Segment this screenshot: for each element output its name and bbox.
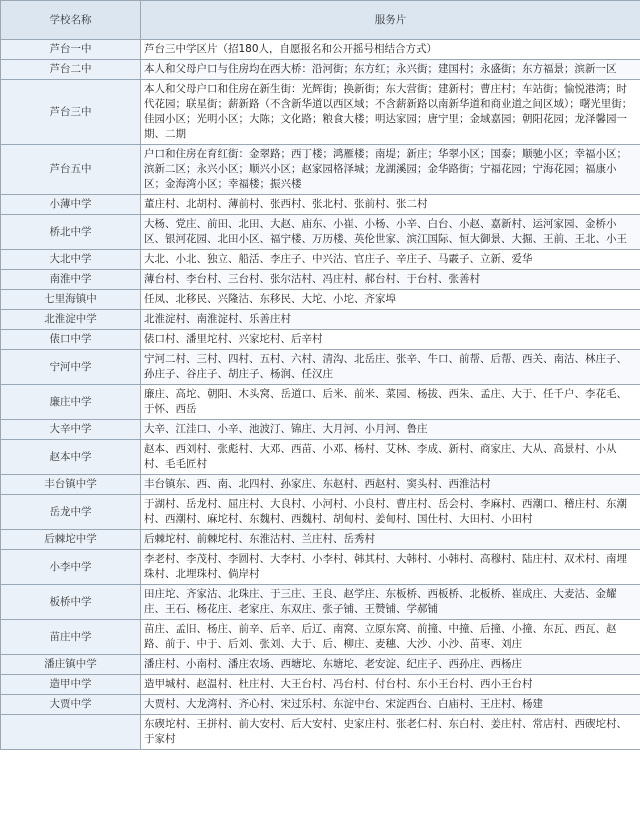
service-area-cell: 大贾村、大龙湾村、齐心村、宋过乐村、东淀中台、宋淀西台、白庙村、王庄村、杨建 xyxy=(141,695,640,715)
school-name-cell: 大辛中学 xyxy=(1,420,141,440)
service-area-cell: 董庄村、北胡村、薄前村、张西村、张北村、张前村、张二村 xyxy=(141,195,640,215)
service-area-cell: 潘庄村、小南村、潘庄农场、西塘坨、东塘坨、老安淀、纪庄子、西孙庄、西杨庄 xyxy=(141,655,640,675)
school-name-cell: 板桥中学 xyxy=(1,585,141,620)
service-area-cell: 苗庄、孟旧、杨庄、前辛、后辛、后辽、南窝、立原东窝、前撞、中撞、后撞、小撞、东瓦、西瓦、赵路、前于、中于、后刘、张刘、大于、后、柳庄、麦穗、大沙、小沙、苗枣、刘庄 xyxy=(141,620,640,655)
service-area-cell: 北淮淀村、南淮淀村、乐善庄村 xyxy=(141,310,640,330)
school-name-cell: 大北中学 xyxy=(1,250,141,270)
table-row xyxy=(1,550,640,585)
service-area-cell: 任凤、北移民、兴隆沽、东移民、大坨、小坨、齐家埠 xyxy=(141,290,640,310)
service-area-cell: 于湖村、岳龙村、屈庄村、大良村、小河村、小良村、曹庄村、岳会村、李麻村、西潮口、稽庄村、东潮村、西潮村、麻坨村、东魏村、西魏村、胡甸村、姜甸村、国仕村、大田村、小田村 xyxy=(141,495,640,530)
table-row xyxy=(1,310,640,330)
school-name-cell: 芦台一中 xyxy=(1,40,141,60)
table-row xyxy=(1,60,640,80)
service-area-cell: 廉庄、高坨、朝阳、木头窝、岳道口、后米、前米、菜园、杨拔、西朱、孟庄、大于、任千户、李花毛、于怀、西岳 xyxy=(141,385,640,420)
school-name-cell: 南淮中学 xyxy=(1,270,141,290)
service-area-cell: 东碶坨村、王拼村、前大安村、后大安村、史家庄村、张老仁村、东白村、姜庄村、常店村、西碶坨村、于家村 xyxy=(141,715,640,750)
service-area-cell: 本人和父母户口和住房在新生街：光辉街；换新街；东大营街；建新村；曹庄村；车站街；愉悦港湾；时代花园；联星街；薪新路（不含新华道以西区域；不含薪新路以南新华道和商业道之间区域）；曙光里街；佳园小区；光明小区；大陈；文化路；粮食大楼；明达家园；唐宁里；金域嘉园；朝阳花园；龙泽馨园一期、二期 xyxy=(141,80,640,145)
school-name-cell: 大贾中学 xyxy=(1,695,141,715)
table-row xyxy=(1,585,640,620)
header-service-area: 服务片 xyxy=(141,1,640,40)
service-area-cell: 李老村、李茂村、李圆村、大李村、小李村、韩其村、大韩村、小韩村、高穆村、陆庄村、双术村、南埋珠村、北埋珠村、倘岸村 xyxy=(141,550,640,585)
school-name-cell: 廉庄中学 xyxy=(1,385,141,420)
school-name-cell: 宁河中学 xyxy=(1,350,141,385)
table-row xyxy=(1,440,640,475)
service-area-cell: 丰台镇东、西、南、北四村、孙家庄、东赵村、西赵村、窦头村、西淮沽村 xyxy=(141,475,640,495)
service-area-cell: 俵口村、潘里坨村、兴家坨村、后辛村 xyxy=(141,330,640,350)
table-row xyxy=(1,290,640,310)
table-row xyxy=(1,495,640,530)
service-area-cell: 大北、小北、独立、船活、李庄子、中兴沽、官庄子、辛庄子、马霰子、立新、爱华 xyxy=(141,250,640,270)
service-area-cell: 户口和住房在育红街：金翠路；西丁楼；鸿雁楼；南堤；新庄；华翠小区；国泰；顺驰小区；幸福小区；滨新二区；永兴小区；顺兴小区；赵家园格泽城；龙湖溪园；金华路街；宁福花园；宁海花园；福康小区；金海湾小区；幸福楼；振兴楼 xyxy=(141,145,640,195)
school-name-cell: 俵口中学 xyxy=(1,330,141,350)
school-name-cell: 后棘坨中学 xyxy=(1,530,141,550)
service-area-cell: 大杨、党庄、前田、北田、大赵、庙东、小崔、小杨、小辛、白台、小赵、嘉新村、运河家园、金桥小区、银河花园、北田小区、福宁楼、万历楼、英伦世家、滨江国际、恒大御景、大掘、王前、王北、小王 xyxy=(141,215,640,250)
table-row xyxy=(1,350,640,385)
service-area-cell: 田庄坨、齐家沽、北珠庄、于三庄、王良、赵学庄、东板桥、西板桥、北板桥、崔成庄、大麦沽、金耀庄、王石、杨花庄、老家庄、东双庄、张子铺、王赞铺、学郝铺 xyxy=(141,585,640,620)
table-row xyxy=(1,475,640,495)
school-name-cell: 芦台二中 xyxy=(1,60,141,80)
table-row xyxy=(1,145,640,195)
school-name-cell: 桥北中学 xyxy=(1,215,141,250)
table-row xyxy=(1,250,640,270)
service-area-cell: 芦台三中学区片（招180人，自愿报名和公开摇号相结合方式） xyxy=(141,40,640,60)
school-name-cell: 造甲中学 xyxy=(1,675,141,695)
school-name-cell: 小薄中学 xyxy=(1,195,141,215)
school-name-cell: 芦台五中 xyxy=(1,145,141,195)
service-area-cell: 宁河二村、三村、四村、五村、六村、清沟、北岳庄、张辛、牛口、前帮、后帮、西关、南沽、林庄子、孙庄子、谷庄子、胡庄子、杨润、任汉庄 xyxy=(141,350,640,385)
table-row xyxy=(1,330,640,350)
school-name-cell: 赵本中学 xyxy=(1,440,141,475)
school-name-cell: 潘庄镇中学 xyxy=(1,655,141,675)
table-header-row xyxy=(1,1,640,40)
table-row xyxy=(1,40,640,60)
service-area-cell: 造甲城村、赵温村、杜庄村、大王台村、冯台村、付台村、东小王台村、西小王台村 xyxy=(141,675,640,695)
school-name-cell: 苗庄中学 xyxy=(1,620,141,655)
service-area-cell: 大辛、江洼口、小辛、池波汀、锦庄、大月河、小月河、鲁庄 xyxy=(141,420,640,440)
school-name-cell: 北淮淀中学 xyxy=(1,310,141,330)
school-name-cell: 丰台镇中学 xyxy=(1,475,141,495)
service-area-cell: 薄台村、李台村、三台村、张尔沽村、冯庄村、郝台村、于台村、张善村 xyxy=(141,270,640,290)
school-name-cell: 七里海镇中 xyxy=(1,290,141,310)
table-row xyxy=(1,80,640,145)
table-row xyxy=(1,420,640,440)
table-row xyxy=(1,195,640,215)
service-area-cell: 后棘坨村、前棘坨村、东淮沽村、兰庄村、岳秀村 xyxy=(141,530,640,550)
school-name-cell xyxy=(1,715,141,750)
table-row xyxy=(1,655,640,675)
table-row xyxy=(1,215,640,250)
school-name-cell: 岳龙中学 xyxy=(1,495,141,530)
table-row xyxy=(1,620,640,655)
table-row xyxy=(1,270,640,290)
school-name-cell: 芦台三中 xyxy=(1,80,141,145)
school-name-cell: 小李中学 xyxy=(1,550,141,585)
table-row xyxy=(1,675,640,695)
service-area-cell: 赵本、西刘村、张彪村、大邓、西苗、小邓、杨村、艾林、李成、新村、商家庄、大从、高景村、小从村、毛毛匠村 xyxy=(141,440,640,475)
header-school-name: 学校名称 xyxy=(1,1,141,40)
table-row xyxy=(1,385,640,420)
table-row xyxy=(1,695,640,715)
service-area-cell: 本人和父母户口与住房均在西大桥：沿河街；东方红；永兴街；建国村；永盛街；东方福景；滨新一区 xyxy=(141,60,640,80)
table-row xyxy=(1,715,640,750)
table-row xyxy=(1,530,640,550)
